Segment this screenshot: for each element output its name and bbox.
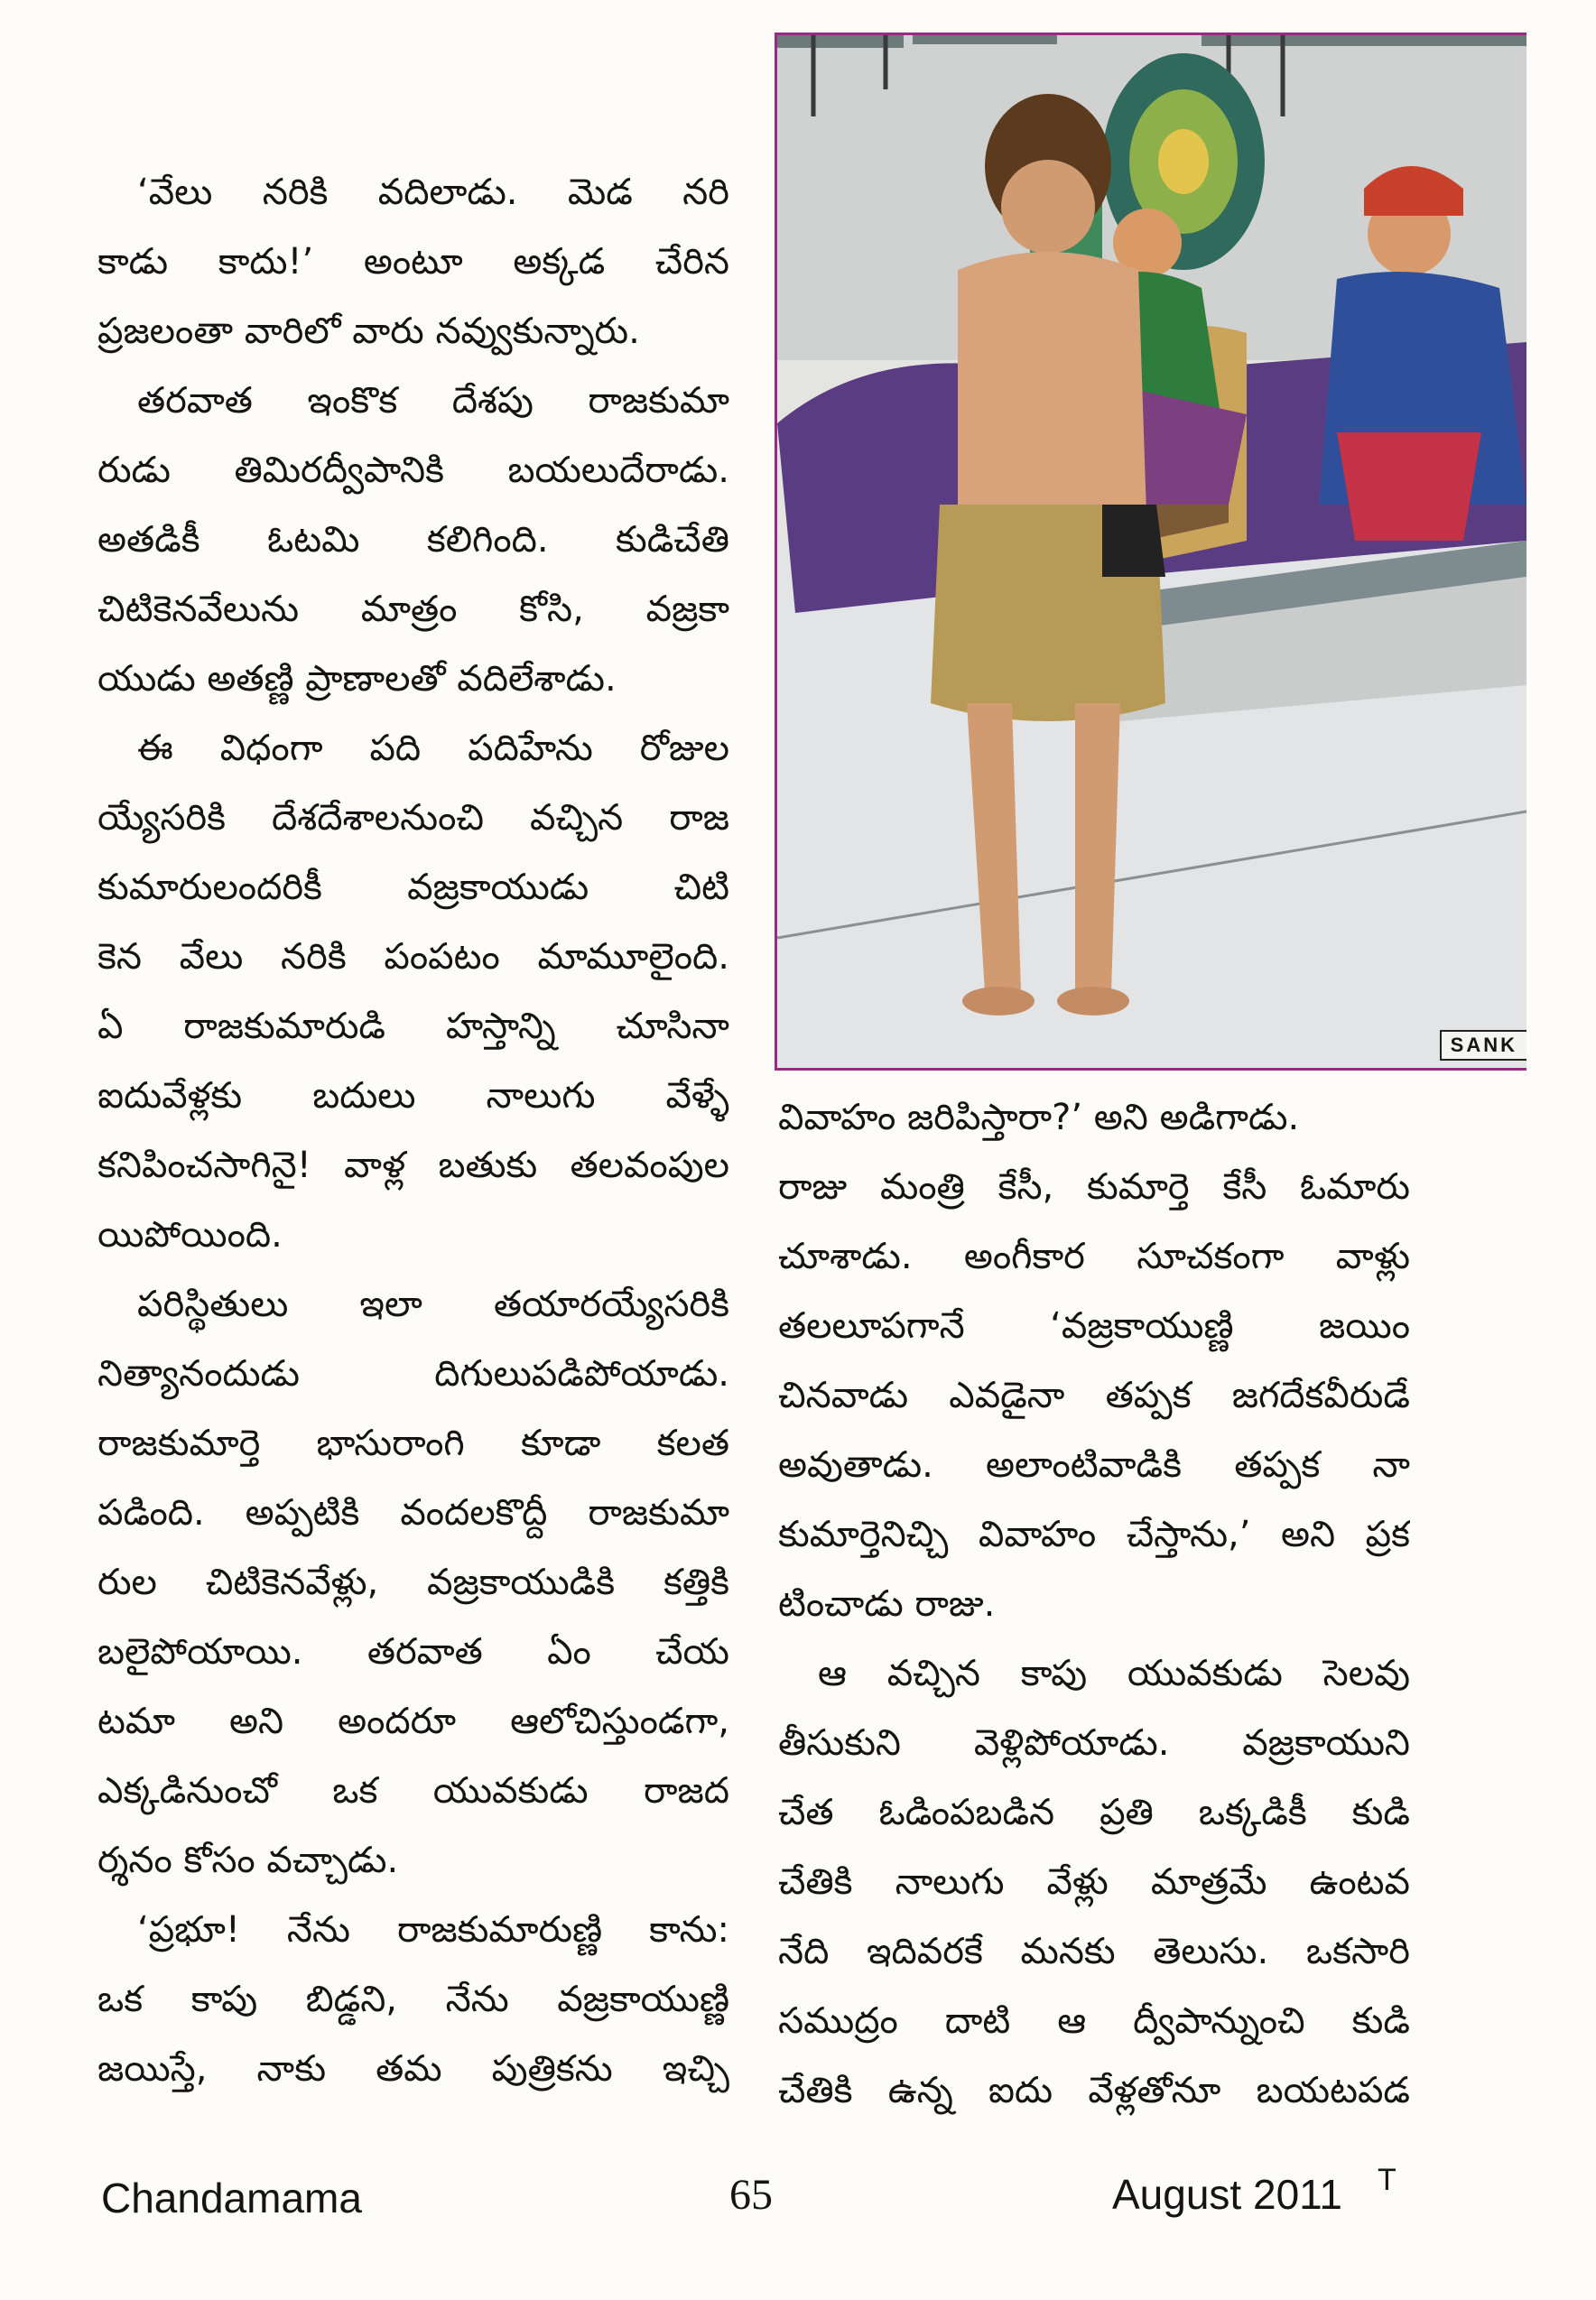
text-line: రుడు తిమిరద్వీపానికి బయలుదేరాడు. [97,450,729,491]
artist-signature: SANK [1440,1030,1526,1061]
text-line: ఈ విధంగా పది పదిహేను రోజుల [137,728,729,769]
text-line: రాజకుమార్తె భాసురాంగి కూడా కలత [97,1423,729,1464]
text-line: బలైపోయాయి. తరవాత ఏం చేయ [97,1631,729,1673]
corner-mark: T [1378,2163,1396,2197]
text-line: ఎక్కడినుంచో ఒక యువకుడు రాజద [97,1770,729,1812]
text-line: నేది ఇదివరకే మనకు తెలుసు. ఒకసారి [778,1931,1410,1972]
text-line: ‘వేలు నరికి వదిలాడు. మెడ నరి [137,172,729,213]
text-line: ఆ వచ్చిన కాపు యువకుడు సెలవు [818,1653,1410,1694]
text-line: చూశాడు. అంగీకార సూచకంగా వాళ్లు [778,1236,1410,1277]
story-illustration [775,32,1526,1071]
text-line: చేత ఓడింపబడిన ప్రతి ఒక్కడికీ కుడి [778,1792,1410,1833]
page-number: 65 [729,2171,773,2219]
text-line: తలలూపగానే ‘వజ్రకాయుణ్ణి జయిం [778,1305,1410,1347]
text-line: జయిస్తే, నాకు తమ పుత్రికను ఇచ్చి [97,2048,729,2090]
text-line: అతడికీ ఓటమి కలిగింది. కుడిచేతి [97,519,729,561]
text-line: టించాడు రాజు. [778,1583,996,1625]
text-line: కాడు కాదు!’ అంటూ అక్కడ చేరిన [97,241,729,283]
text-line: రాజు మంత్రి కేసీ, కుమార్తె కేసీ ఓమారు [778,1166,1410,1208]
text-line: ‘ప్రభూ! నేను రాజకుమారుణ్ణి కాను: [137,1909,729,1951]
text-line: య్యేసరికి దేశదేశాలనుంచి వచ్చిన రాజ [97,797,729,839]
text-line: ఏ రాజకుమారుడి హస్తాన్ని చూసినా [97,1006,729,1047]
text-line: సముద్రం దాటి ఆ ద్వీపాన్నుంచి కుడి [778,2000,1410,2042]
court-scene-image [777,35,1526,1068]
text-line: కెన వేలు నరికి పంపటం మామూలైంది. [97,936,729,978]
magazine-name: Chandamama [101,2175,362,2221]
text-line: చినవాడు ఎవడైనా తప్పక జగదేకవీరుడే [778,1375,1410,1416]
text-line: యిపోయింది. [97,1214,283,1256]
left-text-column [97,158,729,2104]
text-line: చిటికెనవేలును మాత్రం కోసి, వజ్రకా [97,589,729,630]
text-line: ర్శనం కోసం వచ్చాడు. [97,1840,399,1881]
text-line: రుల చిటికెనవేళ్లు, వజ్రకాయుడికి కత్తికి [97,1562,729,1603]
text-line: టమా అని అందరూ ఆలోచిస్తుండగా, [97,1701,729,1742]
text-line: చేతికి నాలుగు వేళ్లు మాత్రమే ఉంటవ [778,1861,1410,1903]
text-line: నిత్యానందుడు దిగులుపడిపోయాడు. [97,1353,729,1395]
right-text-column [778,1083,1410,2126]
text-line: ఐదువేళ్లకు బదులు నాలుగు వేళ్ళే [97,1075,729,1117]
text-line: కుమారులందరికీ వజ్రకాయుడు చిటి [97,867,729,908]
text-line: తరవాత ఇంకొక దేశపు రాజకుమా [137,380,729,422]
issue-date: August 2011 [1112,2171,1342,2218]
text-line: తీసుకుని వెళ్లిపోయాడు. వజ్రకాయుని [778,1722,1410,1764]
text-line: ప్రజలంతా వారిలో వారు నవ్వుకున్నారు. [97,311,640,352]
text-line: చేతికి ఉన్న ఐదు వేళ్లతోనూ బయటపడ [778,2070,1410,2111]
text-line: కుమార్తెనిచ్చి వివాహం చేస్తాను,’ అని ప్రక [778,1514,1410,1555]
text-line: ఒక కాపు బిడ్డని, నేను వజ్రకాయుణ్ణి [97,1979,729,2020]
text-line: పడింది. అప్పటికి వందలకొద్దీ రాజకుమా [97,1492,729,1534]
text-line: అవుతాడు. అలాంటివాడికి తప్పక నా [778,1444,1410,1486]
text-line: వివాహం జరిపిస్తారా?’ అని అడిగాడు. [778,1097,1300,1138]
text-line: యుడు అతణ్ణి ప్రాణాలతో వదిలేశాడు. [97,658,617,700]
text-line: పరిస్థితులు ఇలా తయారయ్యేసరికి [137,1284,729,1325]
text-line: కనిపించసాగినై! వాళ్ల బతుకు తలవంపుల [97,1145,729,1186]
